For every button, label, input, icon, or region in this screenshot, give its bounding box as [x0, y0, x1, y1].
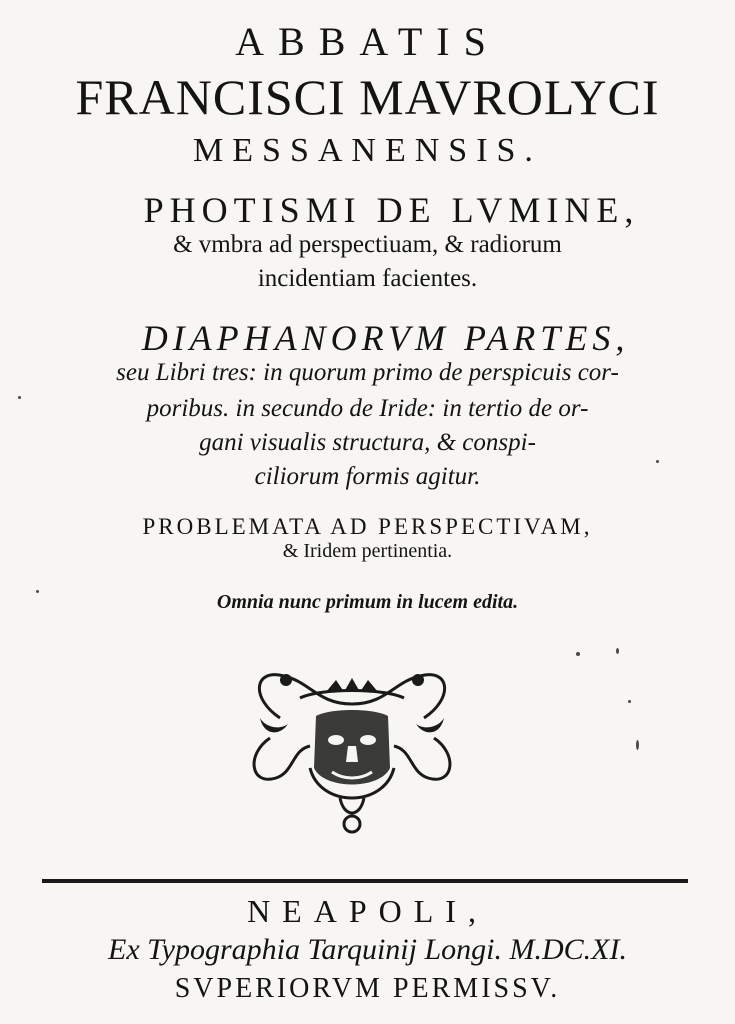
diaphanorum-subtitle-line-3: gani visualis structura, & conspi- [199, 429, 536, 456]
photismi-subtitle-line-1: & vmbra ad perspectiuam, & radiorum [173, 231, 562, 258]
ink-speck [36, 590, 39, 593]
diaphanorum-subtitle-line-1: seu Libri tres: in quorum primo de perspicuis cor- [116, 359, 619, 386]
problemata-subtitle: & Iridem pertinentia. [282, 540, 453, 562]
ink-speck [18, 396, 21, 399]
imprint-printer: Ex Typographia Tarquinij Longi. M.DC.XI. [108, 933, 627, 966]
horizontal-rule [42, 879, 688, 883]
diaphanorum-subtitle-line-2: poribus. in secundo de Iride: in tertio de or- [146, 395, 589, 422]
photismi-title: PHOTISMI DE LVMINE, [143, 190, 640, 230]
imprint-city: NEAPOLI, [247, 893, 488, 929]
author-origin: MESSANENSIS. [193, 132, 542, 169]
ink-speck [616, 648, 619, 654]
abbatis-line: ABBATIS [235, 19, 500, 64]
diaphanorum-subtitle-line-4: ciliorum formis agitur. [254, 463, 481, 490]
imprint-permission: SVPERIORVM PERMISSV. [174, 973, 561, 1004]
problemata-title: PROBLEMATA AD PERSPECTIVAM, [142, 514, 593, 539]
ink-speck [656, 460, 659, 463]
ink-speck [628, 700, 631, 703]
ink-speck [636, 740, 639, 750]
omnia-line: Omnia nunc primum in lucem edita. [216, 591, 519, 613]
mascaron-ornament-icon [240, 658, 464, 836]
author-name: FRANCISCI MAVROLYCI [75, 69, 660, 125]
photismi-subtitle-line-2: incidentiam facientes. [257, 265, 478, 292]
ink-speck [576, 652, 580, 656]
diaphanorum-title: DIAPHANORVM PARTES, [141, 318, 630, 358]
